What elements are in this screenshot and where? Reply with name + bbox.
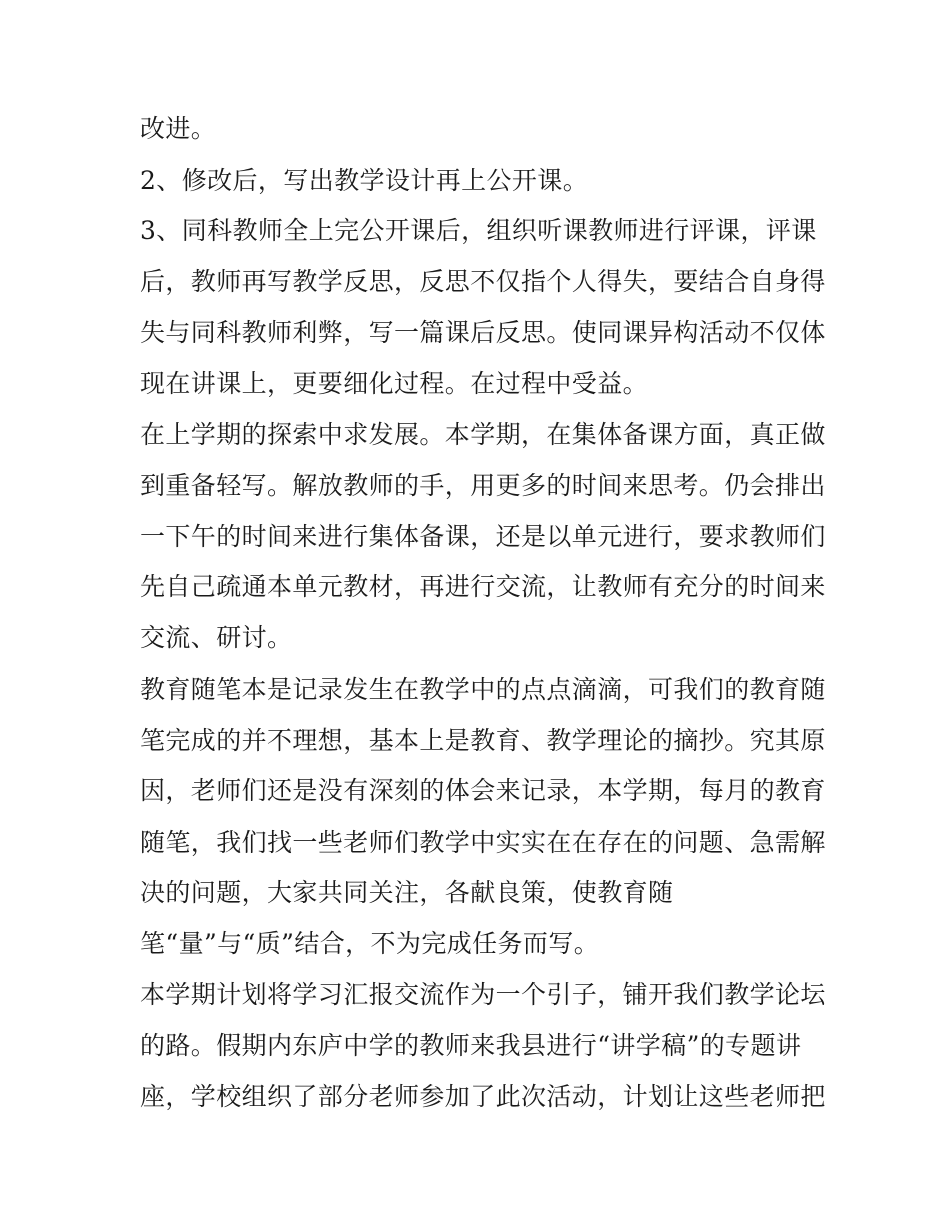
text-line: 决的问题，大家共同关注，各献良策，使教育随	[140, 878, 674, 907]
text-line: 改进。	[140, 114, 217, 143]
text-line: 现在讲课上，更要细化过程。在过程中受益。	[140, 369, 649, 398]
text-line: 在上学期的探索中求发展。本学期，在集体备课方面，真正做	[140, 420, 826, 449]
text-line: 失与同科教师利弊，写一篇课后反思。使同课异构活动不仅体	[140, 318, 826, 347]
text-line: 3、同科教师全上完公开课后，组织听课教师进行评课，评课	[140, 216, 817, 245]
text-line: 因，老师们还是没有深刻的体会来记录，本学期，每月的教育	[140, 776, 826, 805]
text-line: 交流、研讨。	[140, 623, 293, 652]
text-line: 随笔，我们找一些老师们教学中实实在在存在的问题、急需解	[140, 828, 826, 857]
text-line: 到重备轻写。解放教师的手，用更多的时间来思考。仍会排出	[140, 471, 826, 500]
text-line: 先自己疏通本单元教材，再进行交流，让教师有充分的时间来	[140, 572, 826, 601]
text-line: 教育随笔本是记录发生在教学中的点点滴滴，可我们的教育随	[140, 675, 826, 704]
text-line: 后，教师再写教学反思，反思不仅指个人得失，要结合自身得	[140, 267, 826, 296]
text-line: 本学期计划将学习汇报交流作为一个引子，铺开我们教学论坛	[140, 980, 826, 1009]
text-line: 的路。假期内东庐中学的教师来我县进行“讲学稿”的专题讲	[140, 1031, 802, 1060]
text-line: 笔“量”与“质”结合，不为完成任务而写。	[140, 929, 600, 958]
text-line: 2、修改后，写出教学设计再上公开课。	[140, 166, 589, 195]
text-line: 座，学校组织了部分老师参加了此次活动，计划让这些老师把	[140, 1082, 826, 1111]
text-line: 笔完成的并不理想，基本上是教育、教学理论的摘抄。究其原	[140, 726, 826, 755]
text-line: 一下午的时间来进行集体备课，还是以单元进行，要求教师们	[140, 522, 826, 551]
